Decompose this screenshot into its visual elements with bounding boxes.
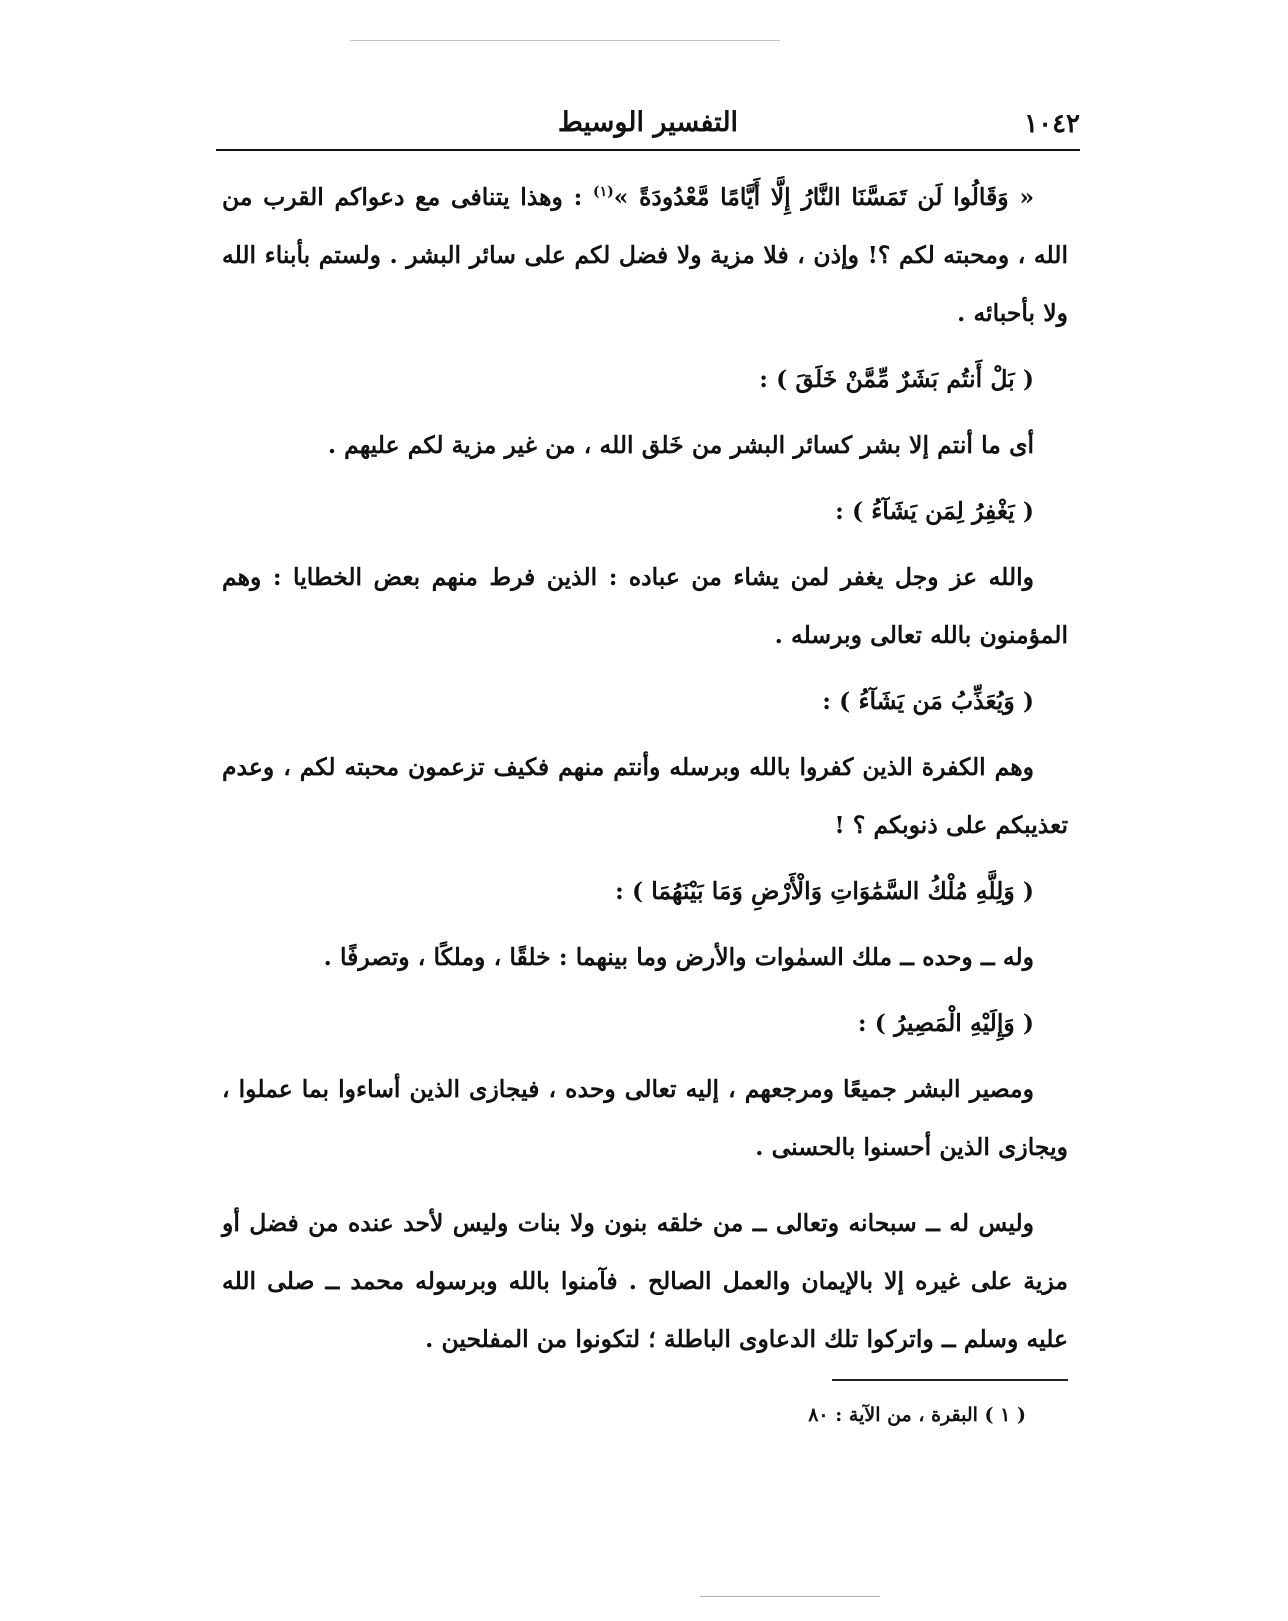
verse-heading-1: ( بَلْ أَنتُم بَشَرٌ مِّمَّنْ خَلَقَ ) : — [759, 365, 1034, 393]
verse-heading-4: ( وَلِلَّهِ مُلْكُ السَّمَٰوَاتِ وَالْأَرْضِ وَمَا بَيْنَهُمَا ) : — [615, 877, 1034, 905]
page-number: ١٠٤٢ — [1024, 109, 1080, 139]
paragraph-5: وله ــ وحده ــ ملك السمٰوات والأرض وما بينهما : خلقًا ، وملكًا ، وتصرفًا . — [323, 943, 1034, 971]
quoted-verse: « وَقَالُوا لَن تَمَسَّنَا النَّارُ إِلَّا أَيَّامًا مَّعْدُودَةً » — [613, 183, 1035, 211]
paragraph-3: والله عز وجل يغفر لمن يشاء من عباده : الذين فرط منهم بعض الخطايا : وهم المؤمنون بالله تعالى وبرسله . — [222, 563, 1068, 649]
scan-artifact-top — [350, 40, 780, 41]
main-text — [222, 168, 1068, 1368]
paragraph-7: وليس له ــ سبحانه وتعالى ــ من خلقه بنون ولا بنات وليس لأحد عنده من فضل أو مزية على غيره إلا بالإيمان والعمل الصالح . فآمنوا بالله وبرسوله محمد ــ صلى الله عليه وسلم ــ واتركوا تلك الدعاوى الباطلة ؛ لتكونوا من المفلحين . — [222, 1209, 1068, 1353]
verse-heading-2: ( يَغْفِرُ لِمَن يَشَآءُ ) : — [835, 497, 1034, 525]
footnote-divider — [832, 1379, 1068, 1381]
verse-heading-5: ( وَإِلَيْهِ الْمَصِيرُ ) : — [857, 1009, 1034, 1037]
running-title: التفسير الوسيط — [557, 107, 739, 138]
footnote-reference: (١) — [592, 184, 614, 201]
paragraph-1 — [222, 168, 1068, 342]
page-header — [216, 105, 1080, 145]
footnote: ( ١ ) البقرة ، من الآية : ٨٠ — [808, 1404, 1026, 1426]
scan-artifact-bottom — [700, 1596, 880, 1597]
header-divider — [216, 149, 1080, 151]
paragraph-2: أى ما أنتم إلا بشر كسائر البشر من خَلق الله ، من غير مزية لكم عليهم . — [327, 431, 1034, 459]
paragraph-1-commentary: : وهذا يتنافى مع دعواكم القرب من الله ، ومحبته لكم ؟! وإذن ، فلا مزية ولا فضل لكم على سائر البشر . ولستم بأبناء الله ولا بأحبائه . — [222, 183, 1068, 327]
paragraph-6: ومصير البشر جميعًا ومرجعهم ، إليه تعالى وحده ، فيجازى الذين أساءوا بما عملوا ، ويجازى الذين أحسنوا بالحسنى . — [222, 1075, 1068, 1161]
verse-heading-3: ( وَيُعَذِّبُ مَن يَشَآءُ ) : — [822, 687, 1034, 715]
paragraph-4: وهم الكفرة الذين كفروا بالله وبرسله وأنتم منهم فكيف تزعمون محبته لكم ، وعدم تعذيبكم على ذنوبكم ؟ ! — [222, 753, 1068, 839]
